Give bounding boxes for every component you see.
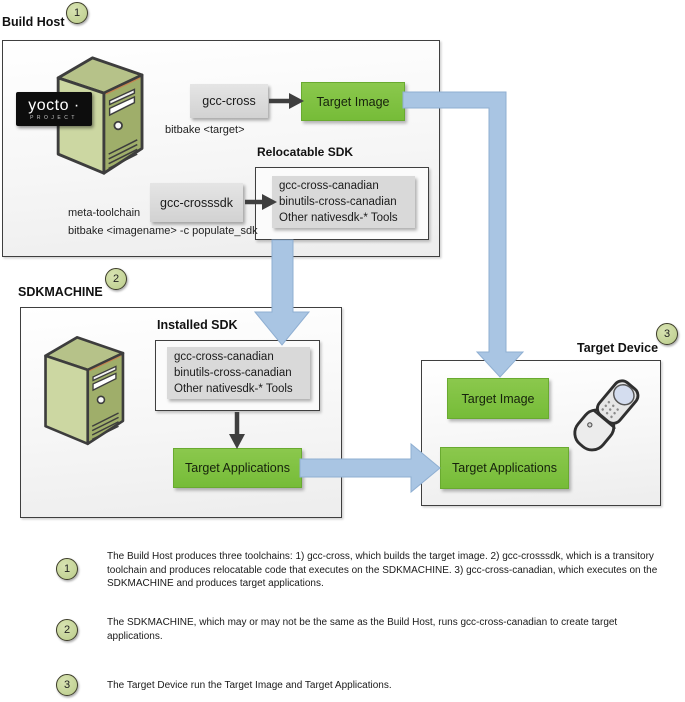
- step-badge-1: 1: [66, 2, 88, 24]
- installed-tools-list: [167, 347, 310, 399]
- build-host-title: Build Host: [2, 15, 65, 29]
- target-device-title: Target Device: [577, 341, 659, 355]
- tool-item: Other nativesdk-* Tools: [174, 383, 293, 395]
- note-badge-1: 1: [56, 558, 78, 580]
- note-text-2: The SDKMACHINE, which may or may not be the same as the Build Host, runs gcc-cross-canadian to create target applications.: [107, 617, 618, 642]
- note-text-3: The Target Device run the Target Image and Target Applications.: [107, 680, 392, 691]
- tool-item: gcc-cross-canadian: [174, 351, 274, 363]
- note-badge-2: 2: [56, 619, 78, 641]
- target-applications-box-device: Target Applications: [440, 447, 569, 489]
- yocto-logo-subtext: PROJECT: [30, 115, 78, 121]
- relocatable-sdk-title: Relocatable SDK: [257, 145, 354, 159]
- yocto-logo: [16, 92, 92, 126]
- target-image-box-buildhost: Target Image: [301, 82, 405, 121]
- gcc-crosssdk-box: gcc-crosssdk: [150, 183, 243, 222]
- installed-sdk-title: Installed SDK: [157, 318, 238, 332]
- target-image-box-device: Target Image: [447, 378, 549, 419]
- bitbake-target-label: bitbake <target>: [165, 124, 245, 136]
- tool-item: Other nativesdk-* Tools: [279, 212, 398, 224]
- yocto-logo-text: yocto ·: [28, 97, 80, 114]
- relocatable-tools-list: [272, 176, 415, 228]
- server-icon: [42, 330, 130, 452]
- note-badge-3: 3: [56, 674, 78, 696]
- note-text-1: The Build Host produces three toolchains: 1) gcc-cross, which builds the target image. 2) gcc-crosssdk, which is a transitory toolchain and produces relocatable code that executes on the SDKMACHINE. 3) gcc-cross-canadian, which executes on the SDKMACHINE and produces target applications.: [107, 551, 658, 589]
- gcc-cross-box: gcc-cross: [190, 84, 268, 118]
- step-badge-3: 3: [656, 323, 678, 345]
- sdkmachine-title: SDKMACHINE: [18, 285, 103, 299]
- tool-item: binutils-cross-canadian: [279, 196, 397, 208]
- tool-item: gcc-cross-canadian: [279, 180, 379, 192]
- tool-item: binutils-cross-canadian: [174, 367, 292, 379]
- phone-icon: [558, 372, 654, 460]
- meta-toolchain-label: meta-toolchain: [68, 207, 141, 219]
- bitbake-populate-label: bitbake <imagename> -c populate_sdk: [68, 225, 258, 237]
- step-badge-2: 2: [105, 268, 127, 290]
- target-applications-box-sdkmachine: Target Applications: [173, 448, 302, 488]
